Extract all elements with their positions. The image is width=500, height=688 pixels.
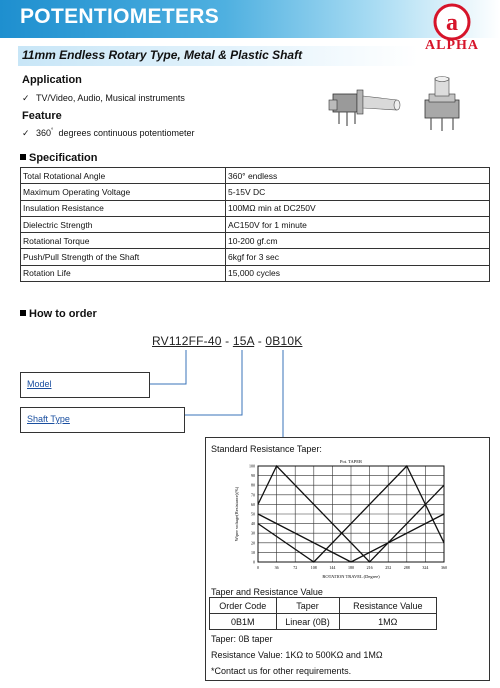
y-tick-label: 20: [251, 540, 255, 546]
x-tick-label: 36: [274, 565, 279, 570]
taper-table-header: Taper: [276, 598, 339, 614]
potentiometer-product-image: [325, 76, 485, 134]
taper-table-header: Order Code: [210, 598, 277, 614]
spec-value: 5-15V DC: [226, 184, 490, 200]
x-tick-label: 72: [293, 565, 298, 570]
resistance-note: Resistance Value: 1KΩ to 500KΩ and 1MΩ: [211, 650, 383, 660]
taper-chart: [230, 452, 460, 586]
y-tick-label: 10: [251, 549, 255, 555]
x-tick-label: 360: [441, 565, 447, 570]
page-title: POTENTIOMETERS: [20, 5, 220, 28]
check-icon: ✓: [22, 128, 30, 138]
y-tick-label: 40: [251, 521, 255, 527]
how-to-order-heading: [20, 308, 97, 320]
order-code-shaft: 15A: [232, 334, 255, 348]
spec-label: Push/Pull Strength of the Shaft: [21, 249, 226, 265]
spec-label: Total Rotational Angle: [21, 168, 226, 184]
specification-table: [20, 167, 490, 282]
y-tick-label: 60: [251, 501, 255, 507]
application-heading: Application: [22, 74, 82, 86]
subtitle: 11mm Endless Rotary Type, Metal & Plastic Shaft: [22, 48, 303, 62]
x-tick-label: 252: [385, 565, 392, 570]
spec-value: 360° endless: [226, 168, 490, 184]
spec-value: 10-200 gf.cm: [226, 233, 490, 249]
spec-value: 100MΩ min at DC250V: [226, 200, 490, 216]
order-code-separator: -: [221, 334, 233, 348]
application-item-text: TV/Video, Audio, Musical instruments: [36, 93, 185, 103]
spec-label: Rotational Torque: [21, 233, 226, 249]
x-tick-label: 288: [403, 565, 410, 570]
taper-table-cell: 0B1M: [210, 614, 277, 630]
spec-value: 15,000 cycles: [226, 265, 490, 281]
y-tick-label: 100: [249, 463, 255, 469]
taper-note: Taper: 0B taper: [211, 634, 273, 644]
specification-heading-text: Specification: [29, 152, 98, 164]
taper-table-row: [210, 614, 437, 630]
order-code-taper: 0B10K: [265, 334, 303, 348]
spec-label: Rotation Life: [21, 265, 226, 281]
spec-value: 6kgf for 3 sec: [226, 249, 490, 265]
chart-title: Pot. TAPER: [339, 459, 363, 464]
feature-item: [22, 128, 195, 139]
feature-heading: Feature: [22, 110, 62, 122]
y-tick-label: 90: [251, 473, 255, 479]
order-code-model: RV112FF-40: [152, 334, 222, 348]
model-link[interactable]: Model: [27, 379, 52, 389]
model-box: [20, 372, 150, 398]
spec-row: [21, 184, 490, 200]
logo-letter: a: [446, 10, 458, 36]
feature-text: degrees continuous potentiometer: [58, 128, 195, 138]
spec-row: [21, 233, 490, 249]
spec-row: [21, 249, 490, 265]
taper-title: Standard Resistance Taper:: [211, 444, 322, 454]
spec-row: [21, 216, 490, 232]
spec-row: [21, 200, 490, 216]
taper-section-label: Taper and Resistance Value: [211, 587, 323, 597]
x-tick-label: 324: [422, 565, 429, 570]
taper-table-cell: 1MΩ: [339, 614, 436, 630]
order-code: [152, 334, 302, 348]
taper-table-cell: Linear (0B): [276, 614, 339, 630]
how-to-order-heading-text: How to order: [29, 308, 97, 320]
spec-value: AC150V for 1 minute: [226, 216, 490, 232]
taper-table: [209, 597, 437, 630]
spec-row: [21, 265, 490, 281]
order-code-separator: -: [254, 334, 266, 348]
spec-label: Insulation Resistance: [21, 200, 226, 216]
spec-label: Maximum Operating Voltage: [21, 184, 226, 200]
y-tick-label: 70: [251, 492, 255, 498]
shaft-type-link[interactable]: Shaft Type: [27, 414, 70, 424]
square-bullet-icon: [20, 154, 26, 160]
x-tick-label: 144: [329, 565, 336, 570]
shaft-type-box: [20, 407, 185, 433]
square-bullet-icon: [20, 310, 26, 316]
y-tick-label: 80: [251, 482, 255, 488]
feature-degree: 360: [36, 128, 52, 138]
x-axis-label: ROTATION TRAVEL (Degree): [322, 574, 380, 579]
degree-mark: °: [51, 128, 54, 134]
taper-table-header: Resistance Value: [339, 598, 436, 614]
spec-row: [21, 168, 490, 184]
y-tick-label: 50: [251, 511, 255, 517]
x-tick-label: 180: [348, 565, 354, 570]
y-axis-label: Wiper voltage(Resistance)(%): [234, 486, 239, 542]
check-icon: ✓: [22, 93, 30, 103]
y-tick-label: 0: [253, 559, 255, 565]
contact-note: *Contact us for other requirements.: [211, 666, 352, 676]
brand-name: ALPHA: [425, 38, 479, 53]
spec-label: Dielectric Strength: [21, 216, 226, 232]
x-tick-label: 108: [310, 565, 317, 570]
y-tick-label: 30: [251, 530, 255, 536]
application-item: [22, 93, 185, 104]
x-tick-label: 0: [257, 565, 259, 570]
x-tick-label: 216: [366, 565, 373, 570]
specification-heading: [20, 152, 97, 164]
